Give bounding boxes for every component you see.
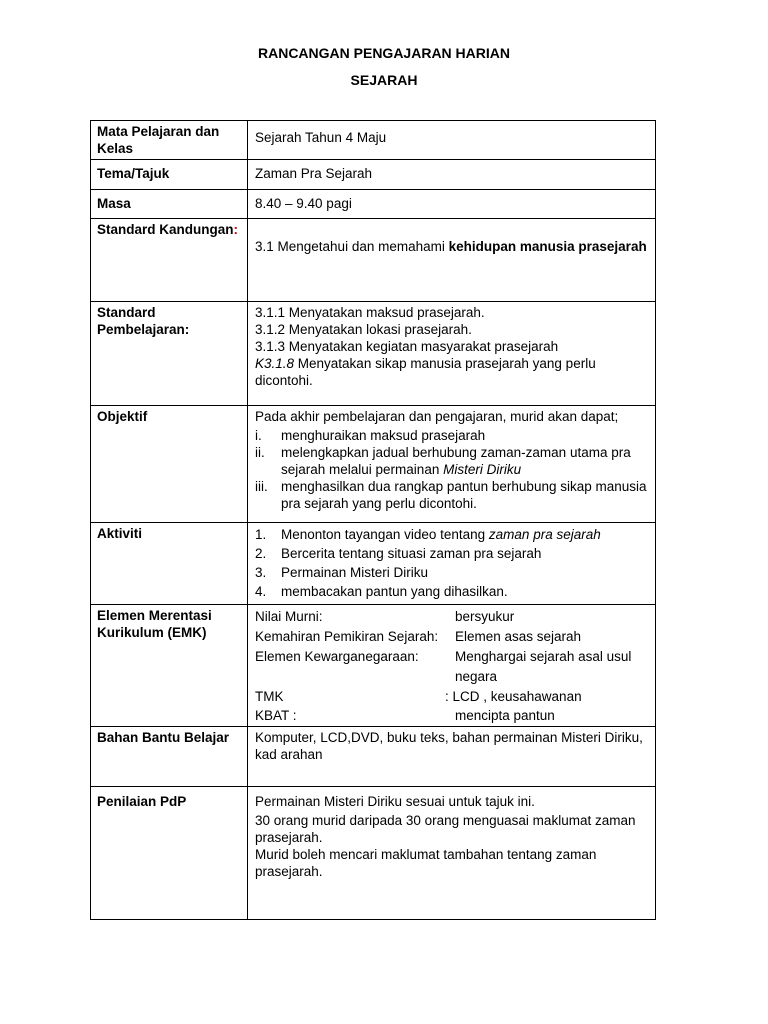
penilaian-p2: 30 orang murid daripada 30 orang menguasai maklumat zaman prasejarah. [255,813,636,845]
tema-label: Tema/Tajuk [91,160,248,190]
masa-label: Masa [91,190,248,219]
sp-item: 3.1.1 Menyatakan maksud prasejarah. [255,305,485,320]
aktiviti-value [248,523,656,605]
table-row [91,302,656,406]
list-item: 4. membacakan pantun yang dihasilkan. [255,584,508,599]
standard-kandungan-value: 3.1 Mengetahui dan memahami kehidupan manusia prasejarah [248,219,656,302]
table-row [91,605,656,727]
table-row [91,727,656,787]
list-item: ii. melengkapkan jadual berhubung zaman-zaman utama pra sejarah melalui permainan Misteri Diriku [255,445,631,477]
objektif-intro: Pada akhir pembelajaran dan pengajaran, murid akan dapat; [255,409,619,424]
emk-label: Elemen Merentasi Kurikulum (EMK) [91,605,248,727]
document-title: RANCANGAN PENGAJARAN HARIAN [257,45,510,61]
bbb-label: Bahan Bantu Belajar [91,727,248,787]
masa-value: 8.40 – 9.40 pagi [248,190,656,219]
objektif-value [248,406,656,523]
penilaian-label: Penilaian PdP [91,787,248,920]
standard-pembelajaran-value [248,302,656,406]
sp-item: 3.1.3 Menyatakan kegiatan masyarakat prasejarah [255,339,559,354]
lesson-plan-table [90,120,656,920]
emk-item: KBAT : mencipta pantun [255,708,555,723]
list-item: i. menghuraikan maksud prasejarah [255,428,486,443]
mata-pelajaran-label: Mata Pelajaran dan Kelas [91,121,248,160]
emk-item: Elemen Kewarganegaraan: Menghargai sejarah asal usul negara [255,649,632,684]
bbb-value: Komputer, LCD,DVD, buku teks, bahan permainan Misteri Diriku, kad arahan [248,727,656,787]
table-row [91,787,656,920]
table-row [91,121,656,160]
mata-pelajaran-value: Sejarah Tahun 4 Maju [248,121,656,160]
sp-item: 3.1.2 Menyatakan lokasi prasejarah. [255,322,472,337]
list-item: 3. Permainan Misteri Diriku [255,565,429,580]
penilaian-value [248,787,656,920]
emk-item: Nilai Murni: bersyukur [255,609,515,624]
table-row [91,523,656,605]
list-item: 1. Menonton tayangan video tentang zaman pra sejarah [255,527,601,542]
table-row [91,219,656,302]
document-subtitle: SEJARAH [350,72,418,88]
standard-pembelajaran-label: Standard Pembelajaran: [91,302,248,406]
table-row [91,406,656,523]
table-row [91,190,656,219]
emk-item: Kemahiran Pemikiran Sejarah: Elemen asas sejarah [255,629,582,644]
penilaian-p1: Permainan Misteri Diriku sesuai untuk tajuk ini. [255,794,535,809]
list-item: iii. menghasilkan dua rangkap pantun berhubung sikap manusia pra sejarah yang perlu dicontohi. [255,479,647,511]
emk-item: TMK : LCD , keusahawanan [255,689,582,704]
standard-kandungan-label: Standard Kandungan: [91,219,248,302]
list-item: 2. Bercerita tentang situasi zaman pra sejarah [255,546,542,561]
aktiviti-label: Aktiviti [91,523,248,605]
sp-item-k: K3.1.8 Menyatakan sikap manusia prasejarah yang perlu dicontohi. [255,356,596,388]
objektif-label: Objektif [91,406,248,523]
emk-value [248,605,656,727]
table-row [91,160,656,190]
penilaian-p3: Murid boleh mencari maklumat tambahan tentang zaman prasejarah. [255,847,597,879]
tema-value: Zaman Pra Sejarah [248,160,656,190]
